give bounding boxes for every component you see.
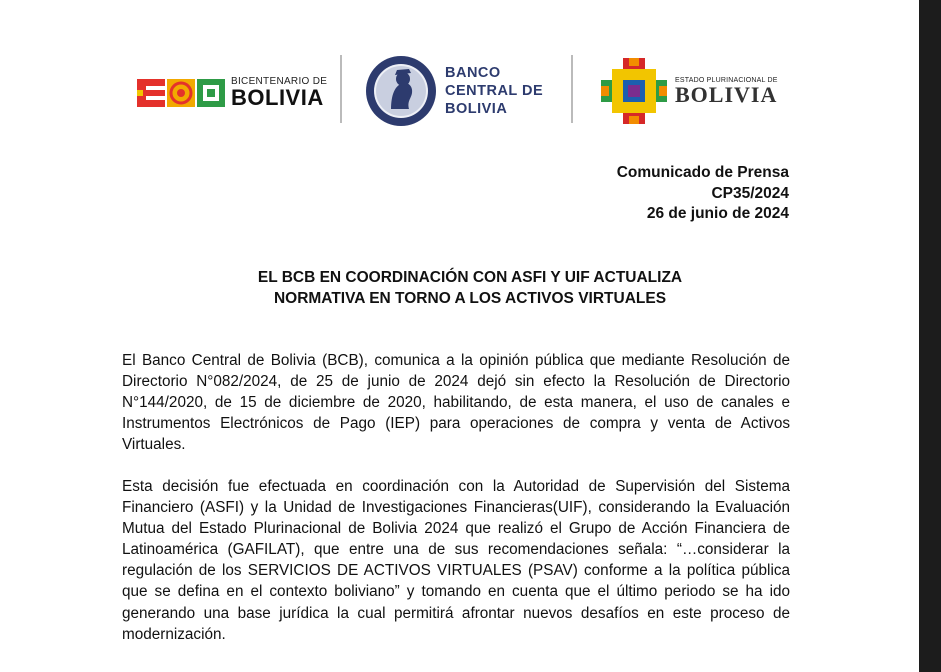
headline (120, 267, 820, 309)
bcb-seal-icon (365, 55, 437, 127)
bicentenario-emblem-icon (137, 79, 225, 107)
paragraph-2 (122, 476, 790, 645)
header-divider-right (571, 55, 573, 123)
header-divider-left (340, 55, 342, 123)
headline-line2: NORMATIVA EN TORNO A LOS ACTIVOS VIRTUALES (273, 290, 667, 307)
estado-small-text: ESTADO PLURINACIONAL DE (675, 76, 778, 84)
bcb-text-line2: CENTRAL DE (445, 83, 544, 99)
paragraph-1 (122, 350, 790, 455)
headline-line1: EL BCB EN COORDINACIÓN CON ASFI Y UIF ACTUALIZA (257, 269, 683, 286)
press-type: Comunicado de Prensa (616, 164, 789, 181)
press-header (617, 163, 789, 225)
bcb-text-line3: BOLIVIA (445, 101, 508, 117)
bicentenario-logo (137, 77, 327, 109)
window-edge (919, 0, 941, 672)
press-date: 26 de junio de 2024 (646, 205, 789, 222)
bicentenario-small-text: BICENTENARIO DE (231, 76, 328, 87)
estado-big-text: BOLIVIA (675, 81, 778, 107)
bicentenario-e-shape-icon (137, 79, 165, 107)
bcb-logo (365, 55, 543, 127)
estado-plurinacional-logo (601, 58, 778, 124)
bcb-text-line1: BANCO (445, 65, 501, 81)
press-code: CP35/2024 (711, 184, 789, 202)
bicentenario-square-icon (197, 79, 225, 107)
chakana-icon (601, 58, 667, 124)
bicentenario-spiral-icon (167, 79, 195, 107)
paragraph-2-text: Esta decisión fue efectuada en coordinación con la Autoridad de Supervisión del Sistema Financiero (ASFI) y la Unidad de Investigaciones Financieras(UIF), considerando la Evaluación Mutua del Estado Plurinacional de Bolivia 2024 que realizó el Grupo de Acción Financiera de Latinoamérica (GAFILAT), que entre una de sus recomendaciones señala: “…considerar la regulación de los SERVICIOS DE ACTIVOS VIRTUALES (PSAV) conforme a la política pública que se defina en el contexto boliviano” y tomando en cuenta que el último periodo se ha ido generando una base jurídica la cual permitirá afrontar nuevos desafíos en este proceso de modernización. (122, 478, 790, 643)
paragraph-1-text: El Banco Central de Bolivia (BCB), comunica a la opinión pública que mediante Resolución de Directorio N°082/2024, de 25 de junio de 2024 dejó sin efecto la Resolución de Directorio N°144/2020, de 15 de diciembre de 2020, habilitando, de esta manera, el uso de canales e Instrumentos Electrónicos de Pago (IEP) para operaciones de compra y venta de Activos Virtuales. (122, 352, 790, 454)
bicentenario-big-text: BOLIVIA (231, 85, 324, 110)
